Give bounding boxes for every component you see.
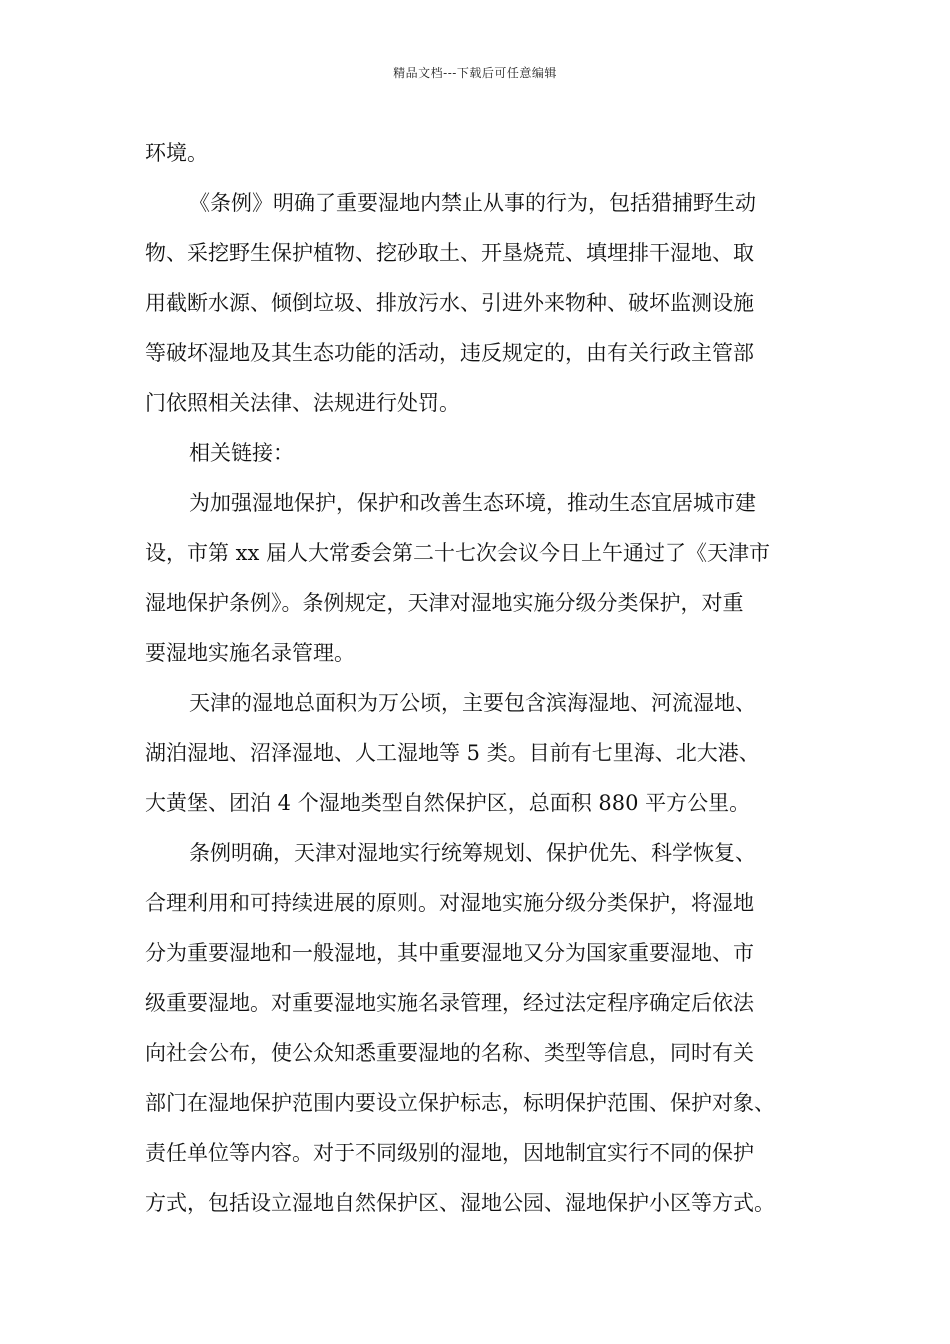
paragraph-first-line: 条例明确，天津对湿地实行统筹规划、保护优先、科学恢复、 <box>189 841 756 865</box>
text-line: 合理利用和可持续进展的原则。对湿地实施分级分类保护，将湿地 <box>145 891 754 915</box>
page-header: 精品文档---下载后可任意编辑 <box>393 66 557 80</box>
text-line: 物、采挖野生保护植物、挖砂取土、开垦烧荒、填埋排干湿地、取 <box>145 241 754 265</box>
paragraph-first-line: 为加强湿地保护，保护和改善生态环境，推动生态宜居城市建 <box>189 491 756 515</box>
text-line: 门依照相关法律、法规进行处罚。 <box>145 391 460 415</box>
text-line: 要湿地实施名录管理。 <box>145 641 355 665</box>
text-line: 用截断水源、倾倒垃圾、排放污水、引进外来物种、破坏监测设施 <box>145 291 754 315</box>
text-line: 设，市第 xx 届人大常委会第二十七次会议今日上午通过了《天津市 <box>145 541 771 565</box>
body-text <box>145 128 835 1228</box>
text-line: 湖泊湿地、沼泽湿地、人工湿地等 5 类。目前有七里海、北大港、 <box>145 741 760 765</box>
text-line: 大黄堡、团泊 4 个湿地类型自然保护区，总面积 880 平方公里。 <box>145 791 751 815</box>
text-line: 湿地保护条例》。条例规定，天津对湿地实施分级分类保护，对重 <box>145 591 744 615</box>
text-line: 方式，包括设立湿地自然保护区、湿地公园、湿地保护小区等方式。 <box>145 1191 775 1215</box>
text-line: 环境。 <box>145 141 208 165</box>
text-line: 部门在湿地保护范围内要设立保护标志，标明保护范围、保护对象、 <box>145 1091 775 1115</box>
paragraph-first-line: 天津的湿地总面积为万公顷，主要包含滨海湿地、河流湿地、 <box>189 691 756 715</box>
text-line: 分为重要湿地和一般湿地，其中重要湿地又分为国家重要湿地、市 <box>145 941 754 965</box>
paragraph-first-line: 《条例》明确了重要湿地内禁止从事的行为，包括猎捕野生动 <box>189 191 756 215</box>
text-line: 责任单位等内容。对于不同级别的湿地，因地制宜实行不同的保护 <box>145 1141 754 1165</box>
related-links-heading: 相关链接： <box>189 441 294 465</box>
text-line: 等破坏湿地及其生态功能的活动，违反规定的，由有关行政主管部 <box>145 341 754 365</box>
text-line: 向社会公布，使公众知悉重要湿地的名称、类型等信息，同时有关 <box>145 1041 754 1065</box>
text-line: 级重要湿地。对重要湿地实施名录管理，经过法定程序确定后依法 <box>145 991 754 1015</box>
